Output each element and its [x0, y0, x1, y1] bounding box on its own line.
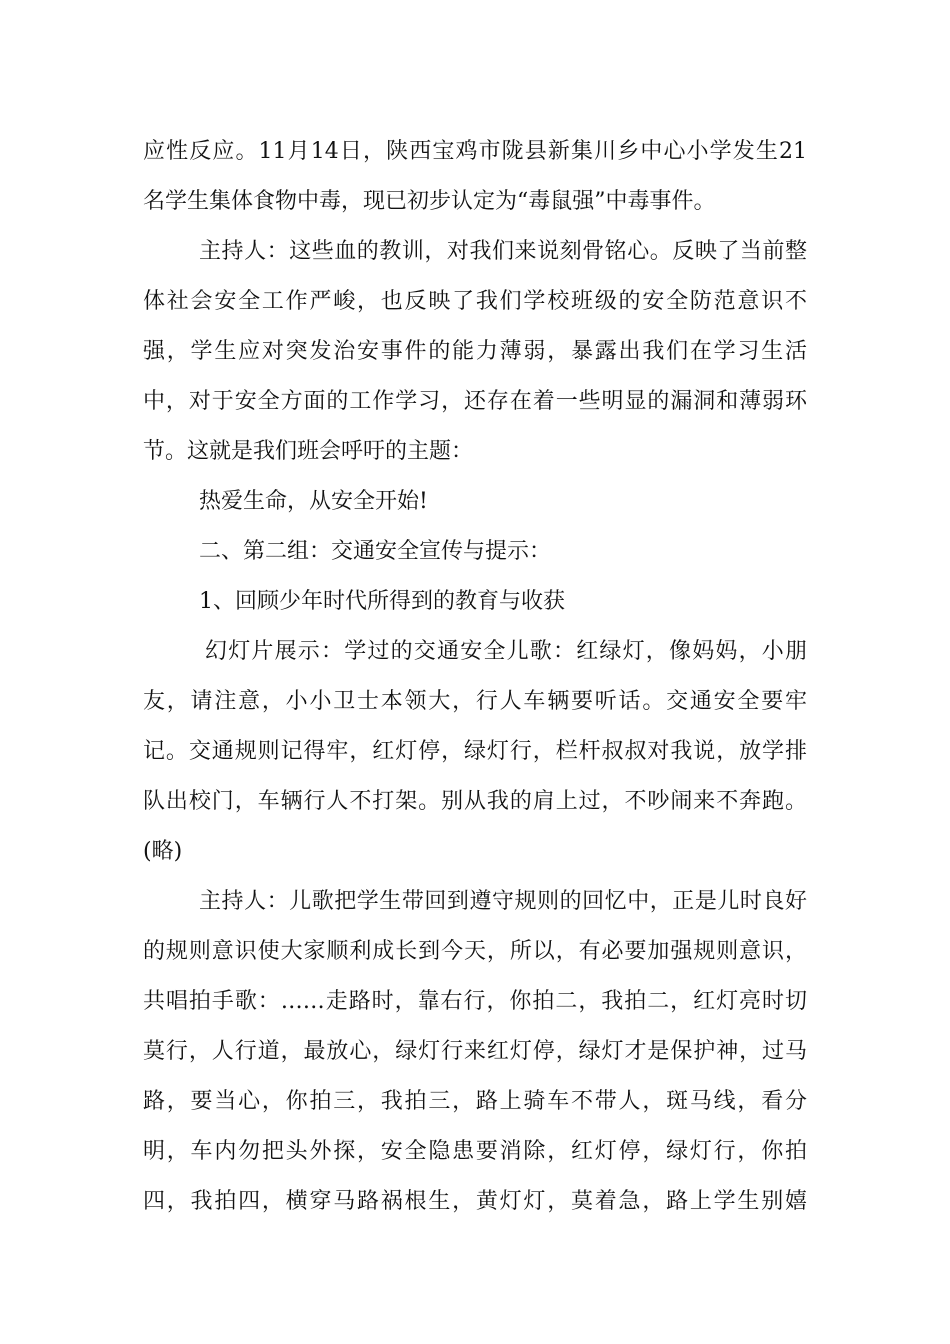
section-heading: 二、第二组：交通安全宣传与提示：	[199, 539, 552, 564]
paragraph-line: 共唱拍手歌：……走路时，靠右行，你拍二，我拍二，红灯亮时切	[143, 989, 807, 1014]
subsection-heading: 1、回顾少年时代所得到的教育与收获	[199, 589, 565, 614]
paragraph-line: 莫行，人行道，最放心，绿灯行来红灯停，绿灯才是保护神，过马	[143, 1039, 807, 1064]
paragraph-line: 队出校门，车辆行人不打架。别从我的肩上过，不吵闹来不奔跑。	[143, 789, 807, 814]
paragraph-line: 记。交通规则记得牢，红灯停，绿灯行，栏杆叔叔对我说，放学排	[143, 739, 807, 764]
paragraph-line: 幻灯片展示：学过的交通安全儿歌：红绿灯，像妈妈，小朋	[205, 639, 807, 664]
paragraph-line: 强，学生应对突发治安事件的能力薄弱，暴露出我们在学习生活	[143, 339, 807, 364]
paragraph-line: 明，车内勿把头外探，安全隐患要消除，红灯停，绿灯行，你拍	[143, 1139, 807, 1164]
paragraph-line: 应性反应。11月14日，陕西宝鸡市陇县新集川乡中心小学发生21	[143, 139, 807, 164]
paragraph-line: 体社会安全工作严峻，也反映了我们学校班级的安全防范意识不	[143, 289, 807, 314]
paragraph-line: 主持人：儿歌把学生带回到遵守规则的回忆中，正是儿时良好	[199, 889, 807, 914]
paragraph-line: 中，对于安全方面的工作学习，还存在着一些明显的漏洞和薄弱环	[143, 389, 807, 414]
paragraph-line: 节。这就是我们班会呼吁的主题：	[143, 439, 474, 464]
paragraph-line: 主持人：这些血的教训，对我们来说刻骨铭心。反映了当前整	[199, 239, 807, 264]
paragraph-line: 路，要当心，你拍三，我拍三，路上骑车不带人，斑马线，看分	[143, 1089, 807, 1114]
paragraph-line: 友，请注意，小小卫士本领大，行人车辆要听话。交通安全要牢	[143, 689, 807, 714]
paragraph-line: 的规则意识使大家顺利成长到今天，所以，有必要加强规则意识，	[143, 939, 807, 964]
paragraph-line: 名学生集体食物中毒，现已初步认定为“毒鼠强”中毒事件。	[143, 189, 716, 214]
slogan-line: 热爱生命，从安全开始!	[199, 489, 428, 514]
paragraph-line: (略)	[143, 839, 183, 864]
paragraph-line: 四，我拍四，横穿马路祸根生，黄灯灯，莫着急，路上学生别嬉	[143, 1189, 807, 1214]
